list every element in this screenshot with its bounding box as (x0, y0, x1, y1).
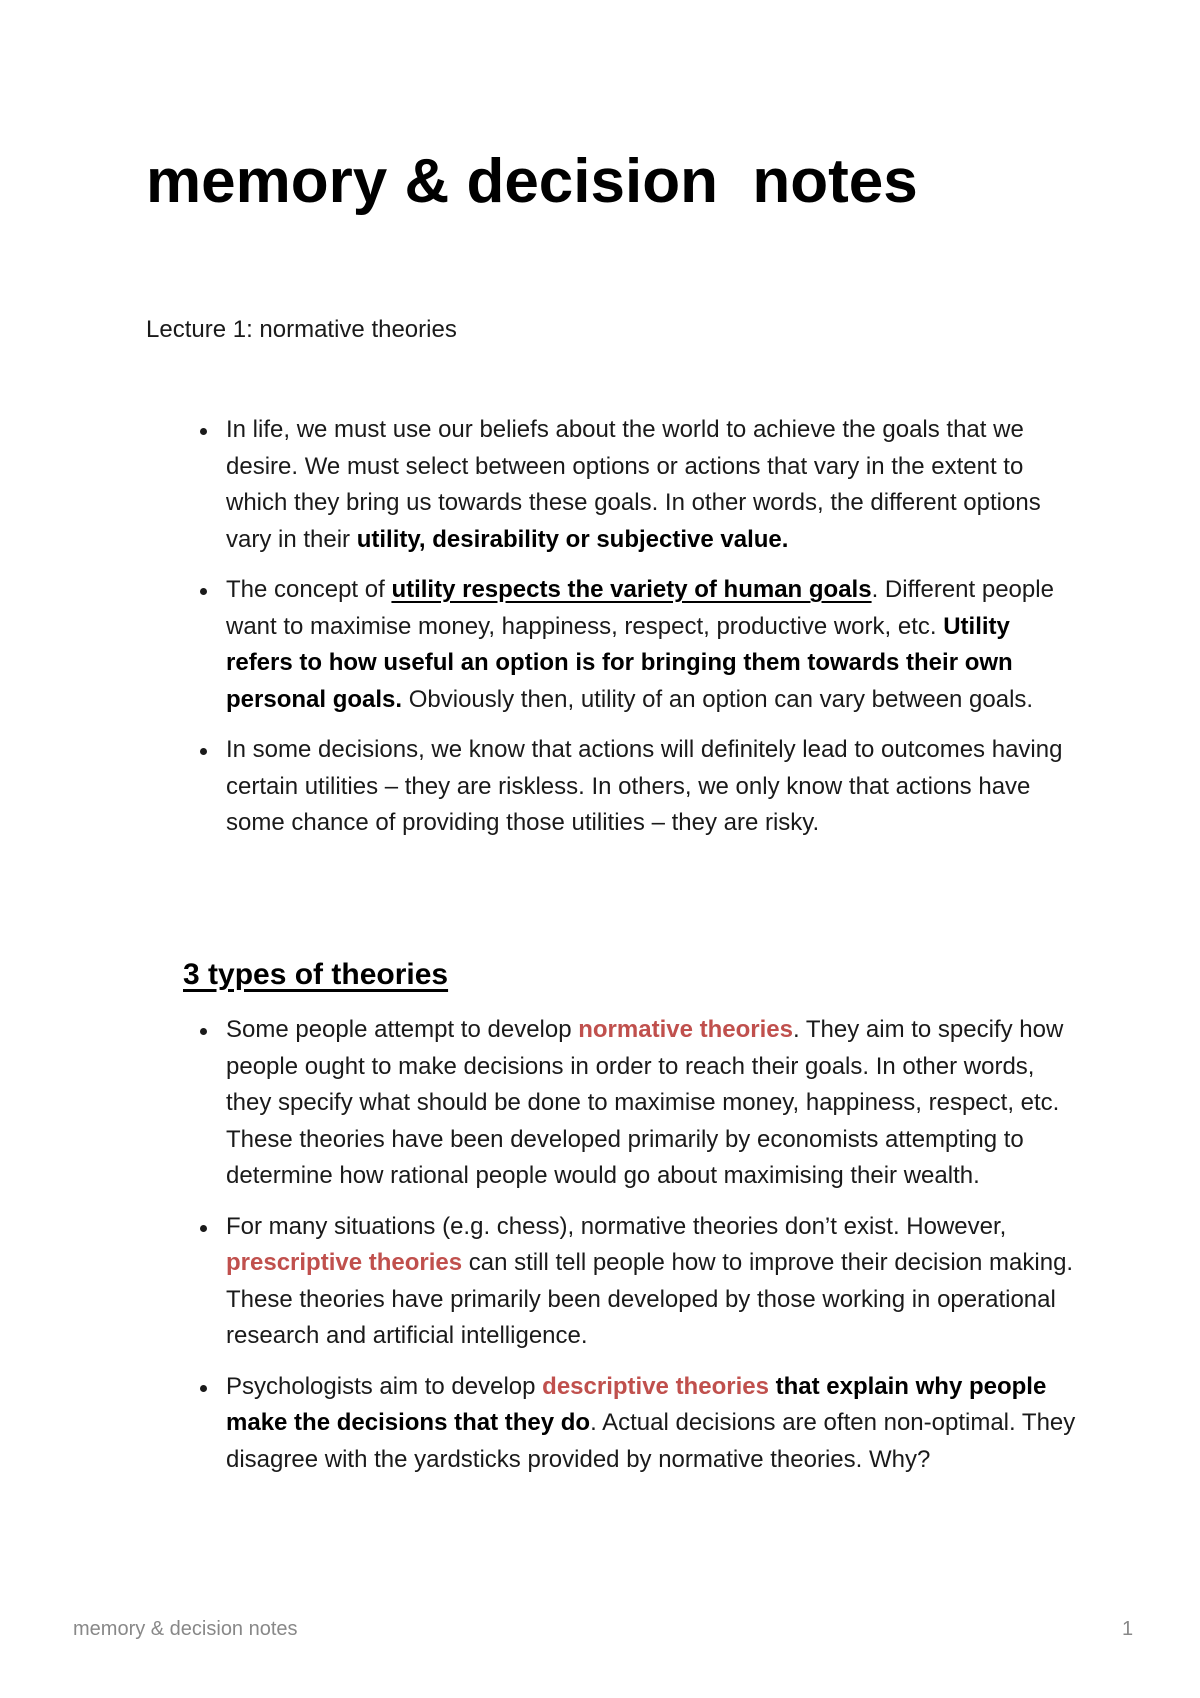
bold-phrase: Utility refers to how useful an option is for bringing them towards their own personal goals. (226, 612, 1013, 713)
list-item: Some people attempt to develop normative theories. They aim to specify how people ought to make decisions in order to reach their goals. In other words, they specify what should be done to maximise money, happiness, respect, etc. These theories have been developed primarily by economists attempting to determine how rational people would go about maximising their wealth. (226, 1012, 1076, 1195)
bold-underlined-phrase: utility respects the variety of human goals (391, 576, 872, 603)
lecture-heading: Lecture 1: normative theories (146, 316, 457, 343)
bold-phrase: that explain why people make the decisions that they do (226, 1372, 1047, 1436)
list-item: Psychologists aim to develop descriptive theories that explain why people make the decisions that they do. Actual decisions are often non-optimal. They disagree with the yardsticks provided by normative theories. Why? (226, 1369, 1076, 1479)
intro-bullet-list (226, 412, 1076, 856)
list-item: The concept of utility respects the variety of human goals. Different people want to maximise money, happiness, respect, productive work, etc. Utility refers to how useful an option is for bringing them towards their own personal goals. Obviously then, utility of an option can vary between goals. (226, 572, 1076, 718)
list-item: In some decisions, we know that actions will definitely lead to outcomes having certain utilities – they are riskless. In others, we only know that actions have some chance of providing those utilities – they are risky. (226, 732, 1076, 842)
list-item: In life, we must use our beliefs about the world to achieve the goals that we desire. We must select between options or actions that vary in the extent to which they bring us towards these goals. In other words, the different options vary in their utility, desirability or subjective value. (226, 412, 1076, 558)
section-heading: 3 types of theories (183, 958, 449, 991)
highlighted-term: normative theories (578, 1016, 793, 1043)
theory-bullet-list (226, 1012, 1076, 1492)
highlighted-term: descriptive theories (542, 1372, 769, 1400)
highlighted-term: prescriptive theories (226, 1249, 463, 1276)
page-number: 1 (1122, 1618, 1134, 1640)
footer-title: memory & decision notes (73, 1618, 298, 1640)
document-title: memory & decision notes (146, 147, 918, 216)
bold-phrase: utility, desirability or subjective value. (356, 525, 789, 553)
list-item: For many situations (e.g. chess), normative theories don’t exist. However, prescriptive theories can still tell people how to improve their decision making. These theories have primarily been developed by those working in operational research and artificial intelligence. (226, 1209, 1076, 1355)
